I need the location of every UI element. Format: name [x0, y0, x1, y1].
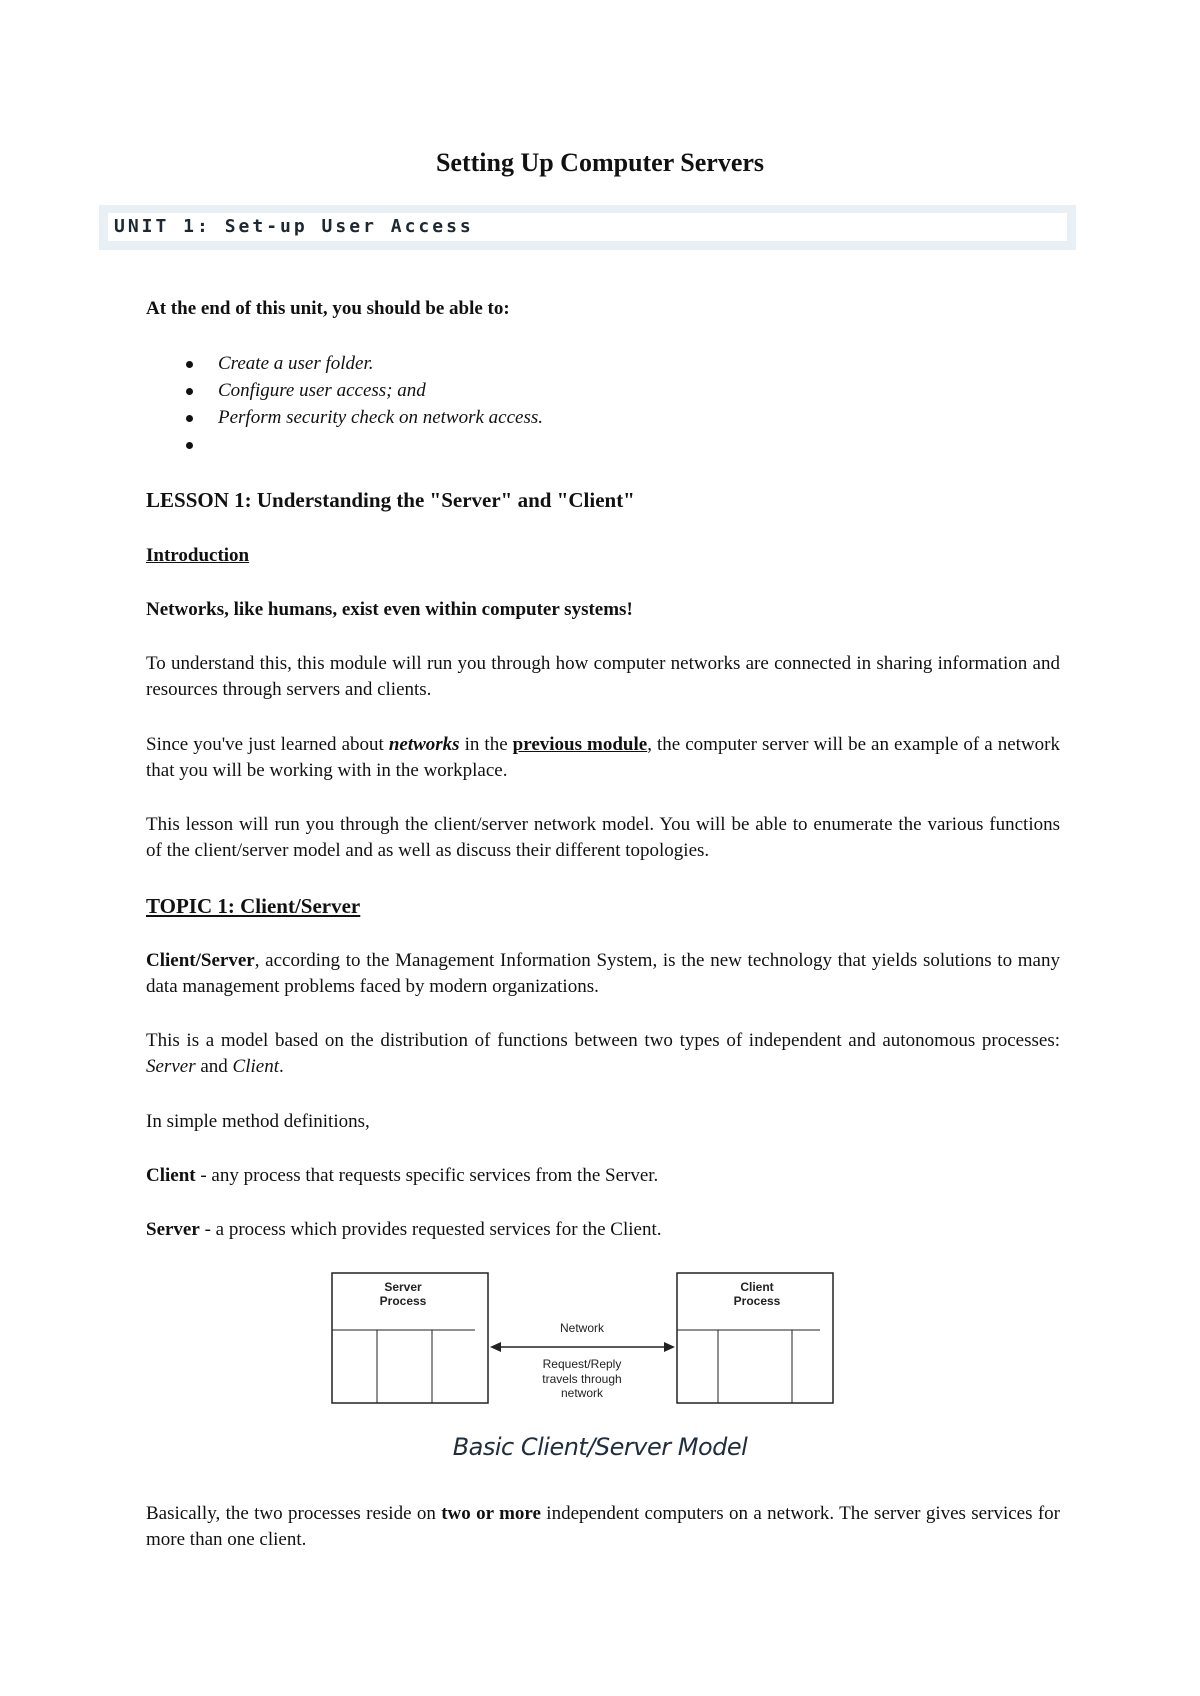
request-label-1: Request/Reply [542, 1357, 622, 1371]
server-label-2: Process [379, 1294, 427, 1308]
unit-heading-box [99, 205, 1076, 250]
objectives-intro: At the end of this unit, you should be able to: [146, 298, 510, 319]
objectives-list [146, 351, 1060, 459]
paragraph-5: This is a model based on the distribution of functions between two types of independent and autonomous processes: Server and Client. [146, 1030, 1060, 1077]
client-process-box [677, 1273, 833, 1403]
intro-heading: Introduction [146, 545, 250, 566]
paragraph-7: Basically, the two processes reside on two or more independent computers on a network. The server gives services for more than one client. [146, 1503, 1060, 1550]
bullet-icon [186, 442, 193, 449]
paragraph-1: To understand this, this module will run you through how computer networks are connected in sharing information and resources through servers and clients. [146, 653, 1060, 700]
diagram-caption: Basic Client/Server Model [452, 1433, 748, 1461]
paragraph-4: Client/Server, according to the Management Information System, is the new technology that yields solutions to many data management problems faced by modern organizations. [146, 950, 1060, 997]
objective-item: Create a user folder. [146, 351, 1060, 378]
topic-heading: TOPIC 1: Client/Server [146, 894, 361, 918]
definition-server: Server - a process which provides requested services for the Client. [146, 1219, 662, 1240]
client-label-2: Process [733, 1294, 781, 1308]
objective-item: Perform security check on network access. [146, 405, 1060, 432]
network-label: Network [559, 1321, 605, 1335]
request-label-3: network [560, 1386, 604, 1400]
network-arrow [490, 1342, 675, 1352]
paragraph-6: In simple method definitions, [146, 1111, 370, 1132]
objective-item: Configure user access; and [146, 378, 1060, 405]
paragraph-3: This lesson will run you through the client/server network model. You will be able to enumerate the various functions of the client/server model and as well as discuss their different topologies. [146, 814, 1060, 861]
previous-module-link[interactable]: previous module [512, 734, 648, 755]
document-title: Setting Up Computer Servers [435, 148, 765, 177]
lesson-heading: LESSON 1: Understanding the "Server" and "Client" [146, 488, 635, 512]
definition-client: Client - any process that requests specific services from the Server. [146, 1165, 659, 1186]
objective-item [146, 432, 1060, 459]
bullet-icon [186, 415, 193, 422]
request-label-2: travels through [542, 1372, 622, 1386]
networks-term: networks [388, 734, 460, 755]
client-server-term: Client/Server [146, 950, 255, 971]
unit-heading: UNIT 1: Set-up User Access [108, 213, 1067, 241]
paragraph-2: Since you've just learned about networks in the previous module, the computer server will be an example of a network that you will be working with in the workplace. [146, 734, 1060, 781]
bullet-icon [186, 361, 193, 368]
intro-bold-statement: Networks, like humans, exist even within computer systems! [146, 599, 633, 620]
client-label-1: Client [740, 1280, 774, 1294]
server-label-1: Server [384, 1280, 422, 1294]
server-process-box [332, 1273, 488, 1403]
bullet-icon [186, 388, 193, 395]
